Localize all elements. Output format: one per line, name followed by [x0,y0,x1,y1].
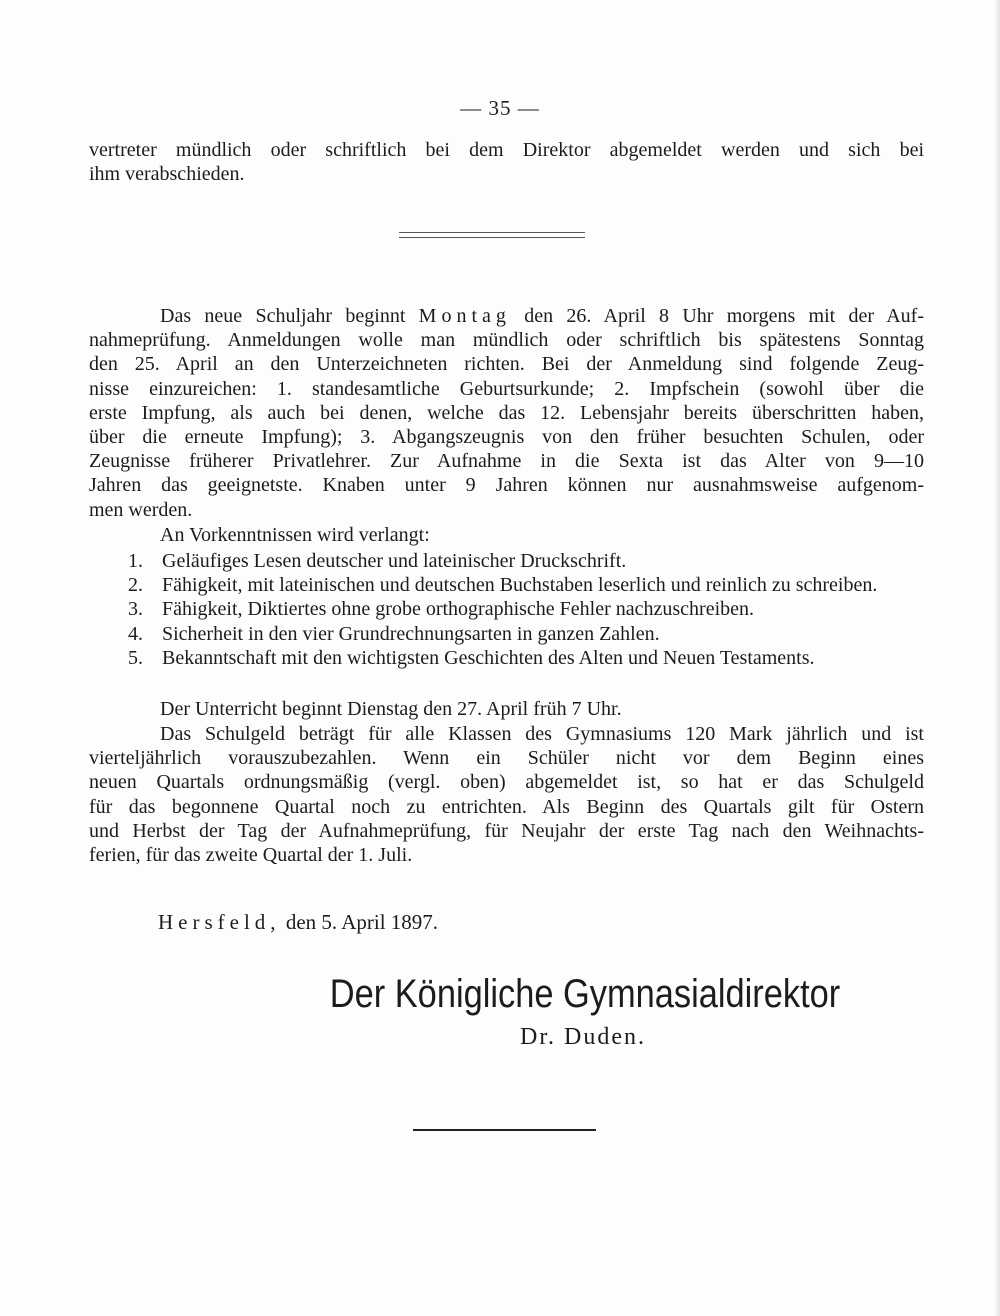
list-item-number: 1. [128,550,143,572]
enrollment-line-end: den 26. April 8 Uhr morgens mit der Auf- [524,305,925,327]
requirements-intro: An Vorkenntnissen wird verlangt: [160,524,430,546]
enrollment-line-start: Das neue Schuljahr beginnt [160,305,406,327]
enrollment-paragraph-line: Zeugnisse früherer Privatlehrer. Zur Aufnahme in die Sexta ist das Alter von 9—10 [89,450,924,473]
enrollment-paragraph [89,304,924,522]
list-item-text: Fähigkeit, mit lateinischen und deutschen Buchstaben leserlich und reinlich zu schreiben. [162,574,878,597]
fee-paragraph-line: ferien, für das zweite Quartal der 1. Juli. [89,844,413,867]
enrollment-paragraph-line: men werden. [89,498,193,521]
signatory-title: Der Königliche Gymnasialdirektor [329,972,841,1016]
page-edge-shadow [994,0,1000,1316]
enrollment-paragraph-line: nahmeprüfung. Anmeldungen wolle man mündlich oder schriftlich bis spätestens Sonntag [89,329,924,352]
page-number: — 35 — [460,96,540,120]
list-item [128,646,928,670]
list-item-number: 3. [128,598,143,621]
school-fee-paragraph [89,722,924,867]
top-paragraph [89,138,924,186]
enrollment-weekday: Montag [418,305,511,327]
fee-paragraph-line: für das begonnene Quartal noch zu entrichten. Als Beginn des Quartals gilt für Ostern [89,795,924,818]
section-divider [399,232,585,238]
list-item [128,622,928,646]
lesson-start-notice: Der Unterricht beginnt Dienstag den 27. April früh 7 Uhr. [160,698,622,720]
list-item-text: Bekanntschaft mit den wichtigsten Geschichten des Alten und Neuen Testaments. [162,646,815,669]
list-item-number: 2. [128,574,143,597]
list-item-text: Geläufiges Lesen deutscher und lateinischer Druckschrift. [162,550,627,572]
requirements-list [128,549,928,670]
place-and-date [158,910,438,935]
list-item-text: Fähigkeit, Diktiertes ohne grobe orthographische Fehler nachzuschreiben. [162,598,755,621]
enrollment-paragraph-line: den 25. April an den Unterzeichneten richten. Bei der Anmeldung sind folgende Zeug- [89,353,924,376]
signatory-name: Dr. Duden. [520,1024,646,1050]
fee-paragraph-line: neuen Quartals ordnungsmäßig (vergl. oben) abgemeldet ist, so hat er das Schulgeld [89,771,924,794]
list-item-number: 4. [128,622,143,645]
place-name: Hersfeld, [158,910,281,934]
list-item-number: 5. [128,646,143,669]
fee-paragraph-line: und Herbst der Tag der Aufnahmeprüfung, für Neujahr der erste Tag nach den Weihnachts- [89,819,924,842]
fee-paragraph-line: Das Schulgeld beträgt für alle Klassen des Gymnasiums 120 Mark jährlich und ist [160,723,924,745]
enrollment-paragraph-line: Jahren das geeignetste. Knaben unter 9 Jahren können nur ausnahmsweise aufgenom- [89,474,924,497]
enrollment-paragraph-line: erste Impfung, als auch bei denen, welche das 12. Lebensjahr bereits überschritten haben, [89,401,924,424]
list-item [128,597,928,621]
letter-date: den 5. April 1897. [285,910,439,934]
enrollment-paragraph-line [89,304,924,328]
closing-rule [413,1129,596,1131]
list-item [128,573,928,597]
top-paragraph-line: vertreter mündlich oder schriftlich bei dem Direktor abgemeldet werden und sich bei [89,139,924,161]
enrollment-paragraph-line: über die erneute Impfung); 3. Abgangszeugnis von den früher besuchten Schulen, oder [89,426,924,449]
top-paragraph-line: ihm verabschieden. [89,163,245,186]
fee-paragraph-line: vierteljährlich vorauszubezahlen. Wenn ein Schüler nicht vor dem Beginn eines [89,747,924,770]
enrollment-paragraph-line: nisse einzureichen: 1. standesamtliche Geburtsurkunde; 2. Impfschein (sowohl über die [89,377,924,400]
list-item-text: Sicherheit in den vier Grundrechnungsarten in ganzen Zahlen. [162,622,660,645]
list-item [128,549,928,573]
